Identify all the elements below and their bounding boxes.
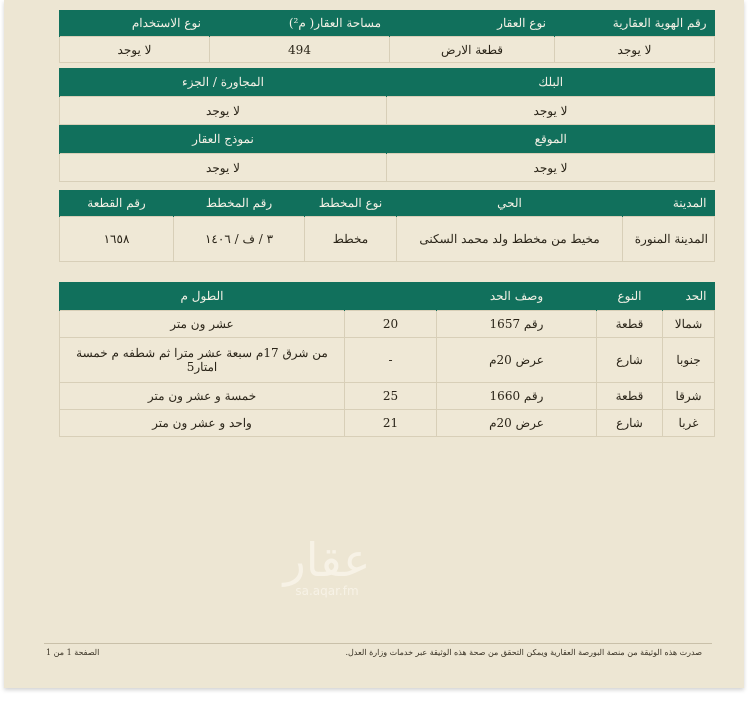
block-location-table: [59, 68, 715, 182]
table-header-row: [60, 125, 715, 154]
cell-type: شارع: [597, 338, 663, 383]
cell-length-text: من شرق 17م سبعة عشر مترا ثم شطفه م خمسة امتار5: [60, 338, 345, 383]
cell-side: جنوبا: [663, 338, 715, 383]
table-row: [60, 311, 715, 338]
value-property-type: قطعة الارض: [390, 37, 555, 63]
value-property-model: لا يوجد: [60, 154, 387, 182]
cell-description: رقم 1660: [437, 383, 597, 410]
header-property-id: رقم الهوية العقارية: [555, 10, 715, 37]
footer-divider: [44, 643, 712, 644]
cell-length-text: عشر ون متر: [60, 311, 345, 338]
value-property-id: لا يوجد: [555, 37, 715, 63]
cell-description: رقم 1657: [437, 311, 597, 338]
cell-type: قطعة: [597, 311, 663, 338]
header-plan-number: رقم المخطط: [174, 190, 305, 217]
table-row: [60, 37, 715, 63]
header-block: البلك: [387, 68, 715, 97]
aqar-logo-icon: عقار: [283, 533, 371, 587]
cell-side: شمالا: [663, 311, 715, 338]
plan-info-table: [59, 190, 715, 262]
header-property-type: نوع العقار: [390, 10, 555, 37]
document-page: [4, 0, 744, 688]
property-info-table: [59, 10, 715, 63]
header-property-model: نموذج العقار: [60, 125, 387, 154]
cell-side: غربا: [663, 410, 715, 437]
header-neighborhood-part: المجاورة / الجزء: [60, 68, 387, 97]
aqar-watermark: [262, 532, 392, 622]
cell-length: 25: [345, 383, 437, 410]
page-number: الصفحة 1 من 1: [46, 648, 100, 657]
header-length: الطول م: [60, 282, 345, 311]
table-row: [60, 97, 715, 125]
header-location: الموقع: [387, 125, 715, 154]
table-row: [60, 338, 715, 383]
table-row: [60, 383, 715, 410]
cell-type: شارع: [597, 410, 663, 437]
cell-description: عرض 20م: [437, 410, 597, 437]
header-plot-number: رقم القطعة: [60, 190, 174, 217]
value-usage-type: لا يوجد: [60, 37, 210, 63]
value-plot-number: ١٦٥٨: [60, 217, 174, 262]
table-row: [60, 154, 715, 182]
header-side: الحد: [663, 282, 715, 311]
value-location: لا يوجد: [387, 154, 715, 182]
table-header-row: [60, 190, 715, 217]
value-plan-type: مخطط: [305, 217, 397, 262]
cell-length-text: واحد و عشر ون متر: [60, 410, 345, 437]
header-usage-type: نوع الاستخدام: [60, 10, 210, 37]
cell-side: شرقا: [663, 383, 715, 410]
value-neighborhood-part: لا يوجد: [60, 97, 387, 125]
value-property-area: 494: [210, 37, 390, 63]
cell-length-text: خمسة و عشر ون متر: [60, 383, 345, 410]
table-row: [60, 217, 715, 262]
header-district: الحي: [397, 190, 623, 217]
table-header-row: [60, 10, 715, 37]
value-plan-number: ٣ / ف / ١٤٠٦: [174, 217, 305, 262]
boundaries-table: [59, 282, 715, 437]
header-plan-type: نوع المخطط: [305, 190, 397, 217]
value-district: مخيط من مخطط ولد محمد السكنى: [397, 217, 623, 262]
header-property-area: مساحة العقار( م²): [210, 10, 390, 37]
cell-length: -: [345, 338, 437, 383]
table-header-row: [60, 68, 715, 97]
header-type: النوع: [597, 282, 663, 311]
cell-length: 21: [345, 410, 437, 437]
header-city: المدينة: [623, 190, 715, 217]
cell-description: عرض 20م: [437, 338, 597, 383]
footer-note: صدرت هذه الوثيقة من منصة البورصة العقارية ويمكن التحقق من صحة هذه الوثيقة عبر خدمات وزارة العدل.: [345, 648, 702, 657]
header-length-spacer: [345, 282, 437, 311]
value-city: المدينة المنورة: [623, 217, 715, 262]
cell-length: 20: [345, 311, 437, 338]
table-header-row: [60, 282, 715, 311]
value-block: لا يوجد: [387, 97, 715, 125]
cell-type: قطعة: [597, 383, 663, 410]
header-description: وصف الحد: [437, 282, 597, 311]
table-row: [60, 410, 715, 437]
watermark-url: sa.aqar.fm: [295, 584, 359, 598]
